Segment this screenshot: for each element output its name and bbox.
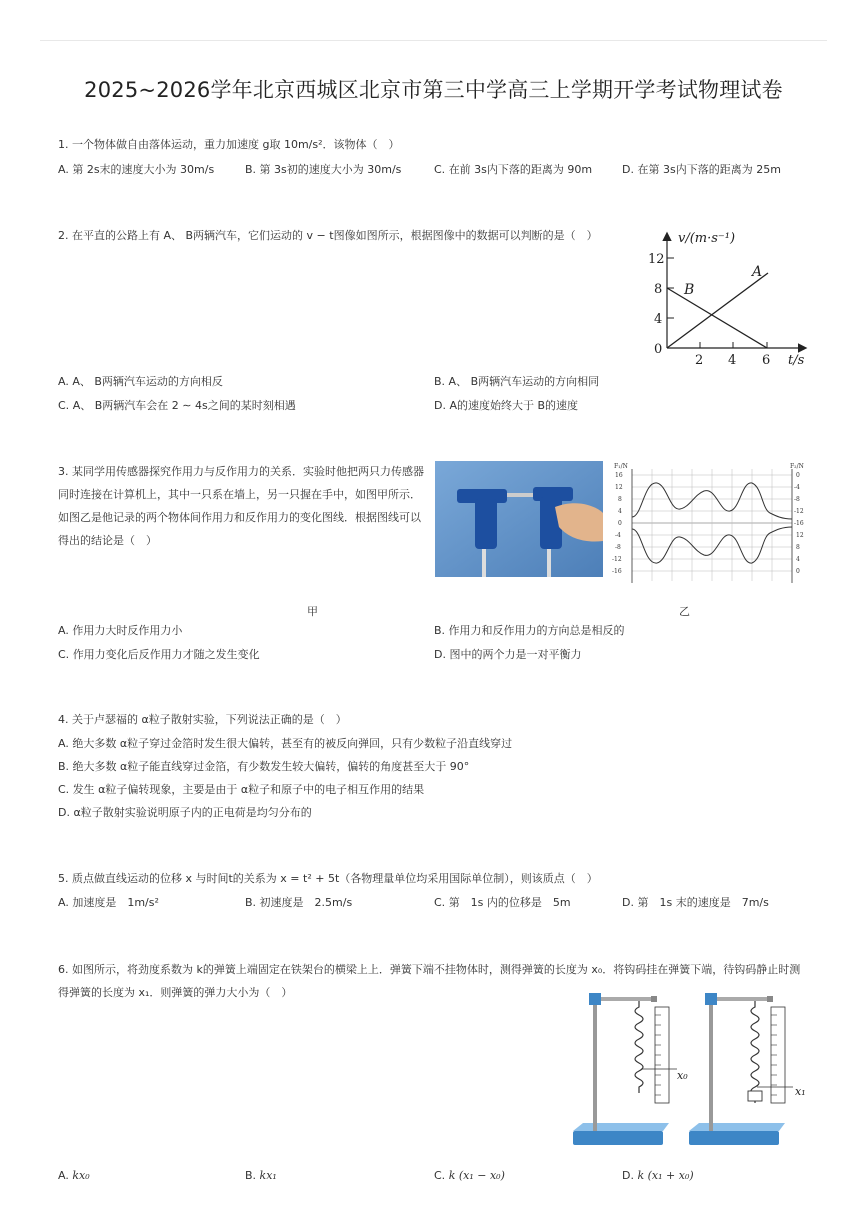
q6-stem: 6. 如图所示，将劲度系数为 k的弹簧上端固定在铁架台的横梁上上．弹簧下端不挂物体时，测得弹簧的长度为 x₀．将钩码挂在弹簧下端，待钩码静止时测得弹簧的长度为 x₁．则弹簧的弹力大小为（ ） [58,963,801,999]
q2-ylabel: v/(m·s⁻¹) [678,231,736,246]
q3-option-b[interactable]: B. 作用力和反作用力的方向总是相反的 [434,624,625,637]
q2-line-a [667,273,768,348]
q6-label-x0: x₀ [677,1069,688,1082]
q3-tick-l0: 16 [615,472,623,479]
q5-option-b[interactable]: B. 初速度是 2.5m/s [245,896,353,909]
q3-tick-l5: -4 [615,532,621,539]
q3-tick-r1: -4 [794,484,800,491]
q2-label-a: A [752,264,763,280]
q3-tick-l2: 8 [618,496,622,503]
q3-caption-left: 甲 [307,605,318,618]
q6-label-x1: x₁ [795,1085,806,1098]
q2-option-d[interactable]: D. A的速度始终大于 B的速度 [434,399,579,412]
q6-right-rod [709,993,713,1131]
q3-axis-left: F₁/N [614,463,628,470]
q2-ytick-0: 0 [654,342,663,357]
q5-option-d[interactable]: D. 第 1s 末的速度是 7m/s [622,896,769,909]
q2-option-c[interactable]: C. A、 B两辆汽车会在 2 ∼ 4s之间的某时刻相遇 [58,399,296,412]
q2-option-a[interactable]: A. A、 B两辆汽车运动的方向相反 [58,375,223,388]
q2-xtick-4: 4 [728,353,737,366]
q3-tick-l7: -12 [612,556,622,563]
q1-option-b[interactable]: B. 第 3s初的速度大小为 30m/s [245,163,402,176]
q3-tick-l8: -16 [612,568,622,575]
q2-ytick-4: 4 [654,312,663,327]
q1-option-d[interactable]: D. 在第 3s内下落的距离为 25m [622,163,781,176]
q4-option-b[interactable]: B. 绝大多数 α粒子能直线穿过金箔，有少数发生较大偏转，偏转的角度甚至大于 90° [58,760,470,773]
q2-ytick-8: 8 [654,282,663,297]
q3-tick-r0: 0 [796,472,800,479]
q3-axis-right: F₂/N [790,463,804,470]
q3-tick-r2: -8 [794,496,800,503]
q6-right-spring [751,1001,759,1103]
q5-stem: 5. 质点做直线运动的位移 x 与时间t的关系为 x = t² + 5t（各物理量单位均采用国际单位制），则该质点（ ） [58,872,598,885]
q2-xlabel: t/s [788,353,805,366]
q3-photo-force-sensors [435,461,603,577]
q6-left-rod [593,993,597,1131]
q3-tick-r7: 4 [796,556,800,563]
q2-option-b[interactable]: B. A、 B两辆汽车运动的方向相同 [434,375,600,388]
q2-vt-graph [640,226,815,366]
q3-caption-right: 乙 [679,605,690,618]
q3-tick-r3: -12 [794,508,804,515]
q1-option-c[interactable]: C. 在前 3s内下落的距离为 90m [434,163,593,176]
q3-tick-r6: 8 [796,544,800,551]
q6-spring-stands-figure [565,985,815,1160]
q2-xtick-6: 6 [762,353,771,366]
q3-tick-l3: 4 [618,508,622,515]
q1-option-a[interactable]: A. 第 2s末的速度大小为 30m/s [58,163,215,176]
header-divider [40,40,827,41]
q3-tick-r8: 0 [796,568,800,575]
q5-option-c[interactable]: C. 第 1s 内的位移是 5m [434,896,571,909]
q1-stem: 1. 一个物体做自由落体运动，重力加速度 g取 10m/s²．该物体（ ） [58,138,400,151]
q2-label-b: B [684,282,695,298]
q3-tick-r4: -16 [794,520,804,527]
q6-left-spring [635,1001,643,1093]
q3-option-d[interactable]: D. 图中的两个力是一对平衡力 [434,648,582,661]
q2-xtick-2: 2 [695,353,704,366]
q5-option-a[interactable]: A. 加速度是 1m/s² [58,896,159,909]
q4-option-c[interactable]: C. 发生 α粒子偏转现象，主要是由于 α粒子和原子中的电子相互作用的结果 [58,783,425,796]
q2-line-b [667,288,767,348]
q3-force-time-chart [612,461,812,587]
q4-stem: 4. 关于卢瑟福的 α粒子散射实验，下列说法正确的是（ ） [58,713,347,726]
q4-option-a[interactable]: A. 绝大多数 α粒子穿过金箔时发生很大偏转，甚至有的被反向弹回，只有少数粒子沿直线穿过 [58,737,513,750]
q3-option-a[interactable]: A. 作用力大时反作用力小 [58,624,183,637]
q6-option-c[interactable]: C. k (x₁ − x₀) [434,1169,505,1182]
q4-option-d[interactable]: D. α粒子散射实验说明原子内的正电荷是均匀分布的 [58,806,312,819]
q6-option-b[interactable]: B. kx₁ [245,1169,277,1182]
q3-tick-l4: 0 [618,520,622,527]
q2-stem: 2. 在平直的公路上有 A、 B两辆汽车，它们运动的 v − t图像如图所示，根据图像中的数据可以判断的是（ ） [58,229,598,242]
q6-hook-weight [748,1091,762,1101]
q6-option-d[interactable]: D. k (x₁ + x₀) [622,1169,694,1182]
q3-tick-l1: 12 [615,484,623,491]
q3-tick-r5: 12 [796,532,804,539]
q6-option-a[interactable]: A. kx₀ [58,1169,90,1182]
q6-right-base [689,1131,779,1145]
page-title: 2025~2026学年北京西城区北京市第三中学高三上学期开学考试物理试卷 [84,78,783,102]
q3-tick-l6: -8 [615,544,621,551]
q3-option-c[interactable]: C. 作用力变化后反作用力才随之发生变化 [58,648,260,661]
q6-left-base [573,1131,663,1145]
q2-ytick-12: 12 [648,252,665,267]
q3-stem: 3. 某同学用传感器探究作用力与反作用力的关系．实验时他把两只力传感器同时连接在计算机上，其中一只系在墙上，另一只握在手中，如图甲所示．如图乙是他记录的两个物体间作用力和反作用力的变化图线．根据图线可以得出的结论是（ ） [58,465,424,547]
